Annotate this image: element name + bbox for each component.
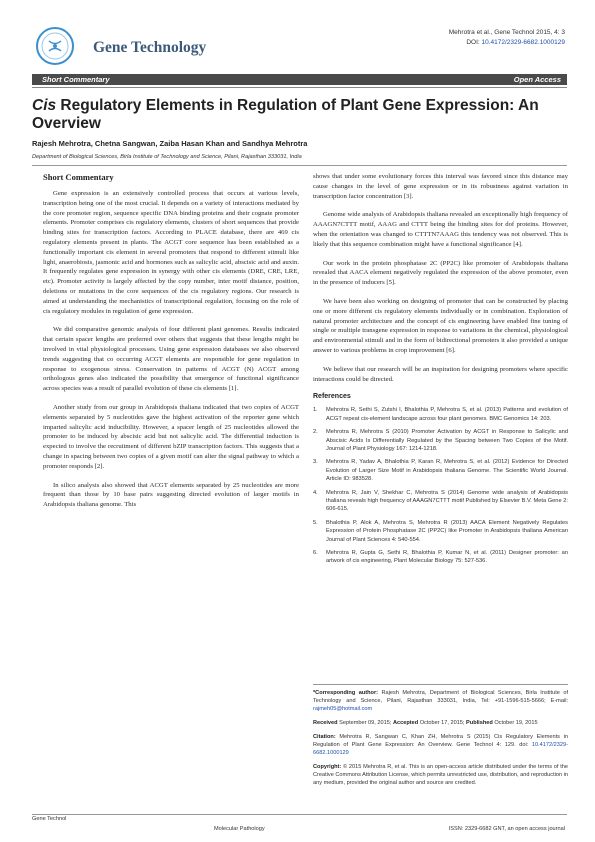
footer-section: Molecular Pathology — [214, 826, 265, 832]
published-label: Published — [466, 719, 493, 726]
citation-label: Citation: — [313, 733, 336, 740]
divider — [313, 684, 568, 685]
paragraph: Gene expression is an extensively controlled process that occurs at various levels, transcription being one of the most crucial. It depends on a variety of interactions mediated by the core promoter region, sequence specific DNA binding proteins and their cognate promoter elements. Promoter comprises cis regulatory elements, clusters of short sequences that provide binding sites for transcription factors. According to PLACE database, there are 469 cis regulatory elements present in plants. The ACGT core sequence has been established as a functionally important cis element in several promoters that respond to different stimuli like light, anaerobiosis, jasmonic acid and hormones such as salicylic acid, abscisic acid and auxin. It frequently regulates gene expression in synergy with other cis elements (DRE, CRE, LRE, etc). Promoter activity is largely affected by the copy number, inter motif distance, position, deletions or mutations in the core sequences of the cis regulatory regions. Our research is aimed at understanding the mechanistics of transcriptional regulation, focusing on the role of cis regulatory modules in regulation of gene expression. — [43, 190, 299, 315]
paragraph: We believe that our research will be an inspiration for designing promoters where specific interactions could be directed. — [313, 365, 568, 383]
reference-list — [313, 406, 568, 566]
accepted-label: Accepted — [392, 719, 419, 726]
author-list: Rajesh Mehrotra, Chetna Sangwan, Zaiba Hasan Khan and Sandhya Mehrotra — [32, 139, 308, 148]
journal-name: Gene Technology — [93, 39, 207, 56]
reference-item — [313, 406, 568, 423]
reference-text: Bhalothia P, Alok A, Mehrotra S, Mehrotra R (2013) AACA Element Negatively Regulates Expression of Protein Phosphatase 2C (PP2C) like Promoter in Arabidopsis thaliana American Journal of Plant Sciences 4: 540-554. — [326, 519, 568, 543]
divider — [32, 814, 567, 815]
divider — [32, 165, 567, 166]
reference-item — [313, 519, 568, 544]
corresponding-author-text: Rajesh Mehrotra, Department of Biological Sciences, Birla Institute of Technology and Science, Pilani, Rajasthan 333031, India, Tel: +91-1596-515-5666; E-mail: — [313, 689, 568, 704]
paragraph: Our work in the protein phosphatase 2C (PP2C) like promoter of Arabidopsis thaliana revealed that AACA element negatively regulated the expression of the above promoter, even in the presence of inducers [5]. — [313, 259, 568, 287]
published-date: October 19, 2015 — [492, 719, 538, 726]
author-email-link[interactable]: rajmeh05@hotmail.com — [313, 705, 373, 712]
reference-number: 3. — [313, 459, 318, 466]
open-access-label: Open Access — [513, 75, 561, 84]
paragraph: In silico analysis also showed that ACGT elements separated by 25 nucleotides are more frequent than those by 10 base pairs suggesting directed evolution of larger motifs in Arabidopsis thaliana genome. This — [43, 481, 299, 509]
citation-block — [313, 733, 568, 757]
reference-text: Mehrotra R, Gupta G, Sethi R, Bhalothia P, Kumar N, et al. (2011) Designer promoter: an artwork of cis engineering, Plant Molecular Biology 75: 527-536. — [326, 550, 568, 565]
journal-seal-icon — [35, 26, 75, 66]
reference-number: 4. — [313, 489, 318, 496]
reference-item — [313, 549, 568, 566]
references-heading: References — [313, 393, 351, 401]
right-column — [313, 172, 568, 571]
affiliation: Department of Biological Sciences, Birla Institute of Technology and Science, Pilani, Rajasthan 333031, India — [32, 154, 302, 160]
received-label: Received — [313, 719, 338, 726]
doi-link[interactable]: 10.4172/2329-6682.1000129 — [481, 39, 565, 46]
article-title — [32, 97, 567, 133]
title-main-part: Regulatory Elements in Regulation of Plant Gene Expression: An Overview — [32, 97, 539, 132]
corresponding-author-label: *Corresponding author: — [313, 689, 378, 696]
citation-doi-link[interactable]: 10.4172/2329-6682.1000129 — [313, 741, 568, 756]
footer-journal-abbrev: Gene Technol — [32, 816, 67, 822]
citation-text: Mehrotra R, Sangwan C, Khan ZH, Mehrotra S (2015) Cis Regulatory Elements in Regulation of Plant Gene Expression: An Overview. Gene Technol 4: 129. doi: — [313, 733, 568, 748]
article-type-label: Short Commentary — [42, 75, 110, 84]
citation-short: Mehrotra et al., Gene Technol 2015, 4: 3 — [448, 29, 565, 36]
reference-item — [313, 489, 568, 514]
accepted-date: October 17, 2015; — [418, 719, 465, 726]
reference-number: 6. — [313, 550, 318, 557]
reference-text: Mehrotra R, Yadav A, Bhalothia P, Karan R, Mehrotra S, et al. (2012) Evidence for Directed Evolution of Larger Size Motif in Arabidopsis thaliana Genome. The Scientific World Journal. Article ID: 983528. — [326, 459, 568, 483]
reference-item — [313, 458, 568, 483]
divider — [32, 87, 567, 88]
copyright-label: Copyright: — [313, 763, 342, 770]
copyright-block — [313, 763, 568, 787]
article-meta — [449, 28, 565, 48]
paragraph: Another study from our group in Arabidopsis thaliana indicated that two copies of ACGT elements separated by 5 nucleotides gave the highest activation of the reporter gene which imparted salicylic acid inducibility. However, a spacer length of 25 nucleotides allowed the promoter to be induced by abscisic acid but not salicylic acid. The differential induction is expected to involve the recruitment of different bZIP transcription factors. This suggests that a change in spacing between two copies of a given motif can alter the signal pathway to which a promoter responds [2]. — [43, 403, 299, 470]
copyright-text: © 2015 Mehrotra R, et al. This is an open-access article distributed under the terms of the Creative Commons Attribution License, which permits unrestricted use, distribution, and reproduction in any medium, provided the original author and source are credited. — [313, 763, 568, 786]
reference-text: Mehrotra R, Mehrotra S (2010) Promoter Activation by ACGT in Response to Salicylic and Abscisic Acids Is Differentially Regulated by the Spacing between Two Copies of the Motif. Journal of Plant Physiology 167: 1214-1218. — [326, 429, 568, 452]
section-heading: Short Commentary — [43, 172, 114, 182]
title-italic-part: Cis — [32, 97, 57, 114]
article-type-banner — [32, 74, 567, 85]
page-footer — [32, 814, 567, 832]
dates-line — [313, 719, 568, 727]
footer-issn: ISSN: 2329-6682 GNT, an open access journal — [448, 826, 565, 832]
reference-number: 2. — [313, 429, 318, 436]
doi-label: DOI: — [466, 39, 480, 46]
received-date: September 09, 2015; — [337, 719, 392, 726]
reference-text: Mehrotra R, Jain V, Shekhar C, Mehrotra S (2014) Genome wide analysis of Arabidopsis thaliana reveals high frequency of AAAGN7CTTT motif Published by Elsevier B.V. Meta Gene 2: 606-615. — [326, 489, 568, 513]
page-header — [32, 22, 567, 62]
left-column — [43, 172, 299, 519]
doi-line — [449, 38, 565, 48]
paragraph: Genome wide analysis of Arabidopsis thaliana revealed an exceptionally high frequency of AAAGN7CTTT motif, AAAG and CTTT being the binding sites for dof proteins. However, when the orientation was changed to CTTTN7AAAG this tendency was not observed. This is likely that this sequence combination might have a functional significance [4]. — [313, 211, 568, 248]
corresponding-author — [313, 689, 568, 713]
paragraph: shows that under some evolutionary forces this interval was favored since this distance may cause changes in the level of gene expression or in its robustness against variation in transcription factor concentration [3]. — [313, 173, 568, 200]
paragraph: We have been also working on designing of promoter that can be constructed by placing one or more different cis regulatory elements individually or in combination. Exploration of natural promoter architecture and the concept of cis engineering have enabled fine tuning of single or multiple transgene expression in response to variations in the chemical, physiological and environmental stimuli and in the form of bidirectional promoters it also provided a unique answer to various problems in crop improvement [6]. — [313, 297, 568, 354]
paragraph: We did comparative genomic analysis of four different plant genomes. Results indicated that certain spacer lengths are preferred over others that suggests that these lengths might be involved in vital physiological processes. Using gene expression databases we also observed trends suggesting that co occurring ACGT elements are responsible for gene regulation in response to exogenous stress. Conservation in patterns of ACGT (N) ACGT among orthologous genes also indicated the possibility that emergence of functional significance across species was a result of parallel evolution of these cis elements [1]. — [43, 326, 299, 393]
reference-text: Mehrotra R, Sethi S, Zutshi I, Bhalothia P, Mehrotra S, et al. (2013) Patterns and evolution of ACGT repeat cis-element landscape across four plant genomes. BMC Genomics 14: 203. — [326, 407, 568, 422]
reference-item — [313, 428, 568, 453]
reference-number: 5. — [313, 519, 318, 526]
article-footnote — [313, 684, 568, 793]
reference-number: 1. — [313, 407, 318, 414]
